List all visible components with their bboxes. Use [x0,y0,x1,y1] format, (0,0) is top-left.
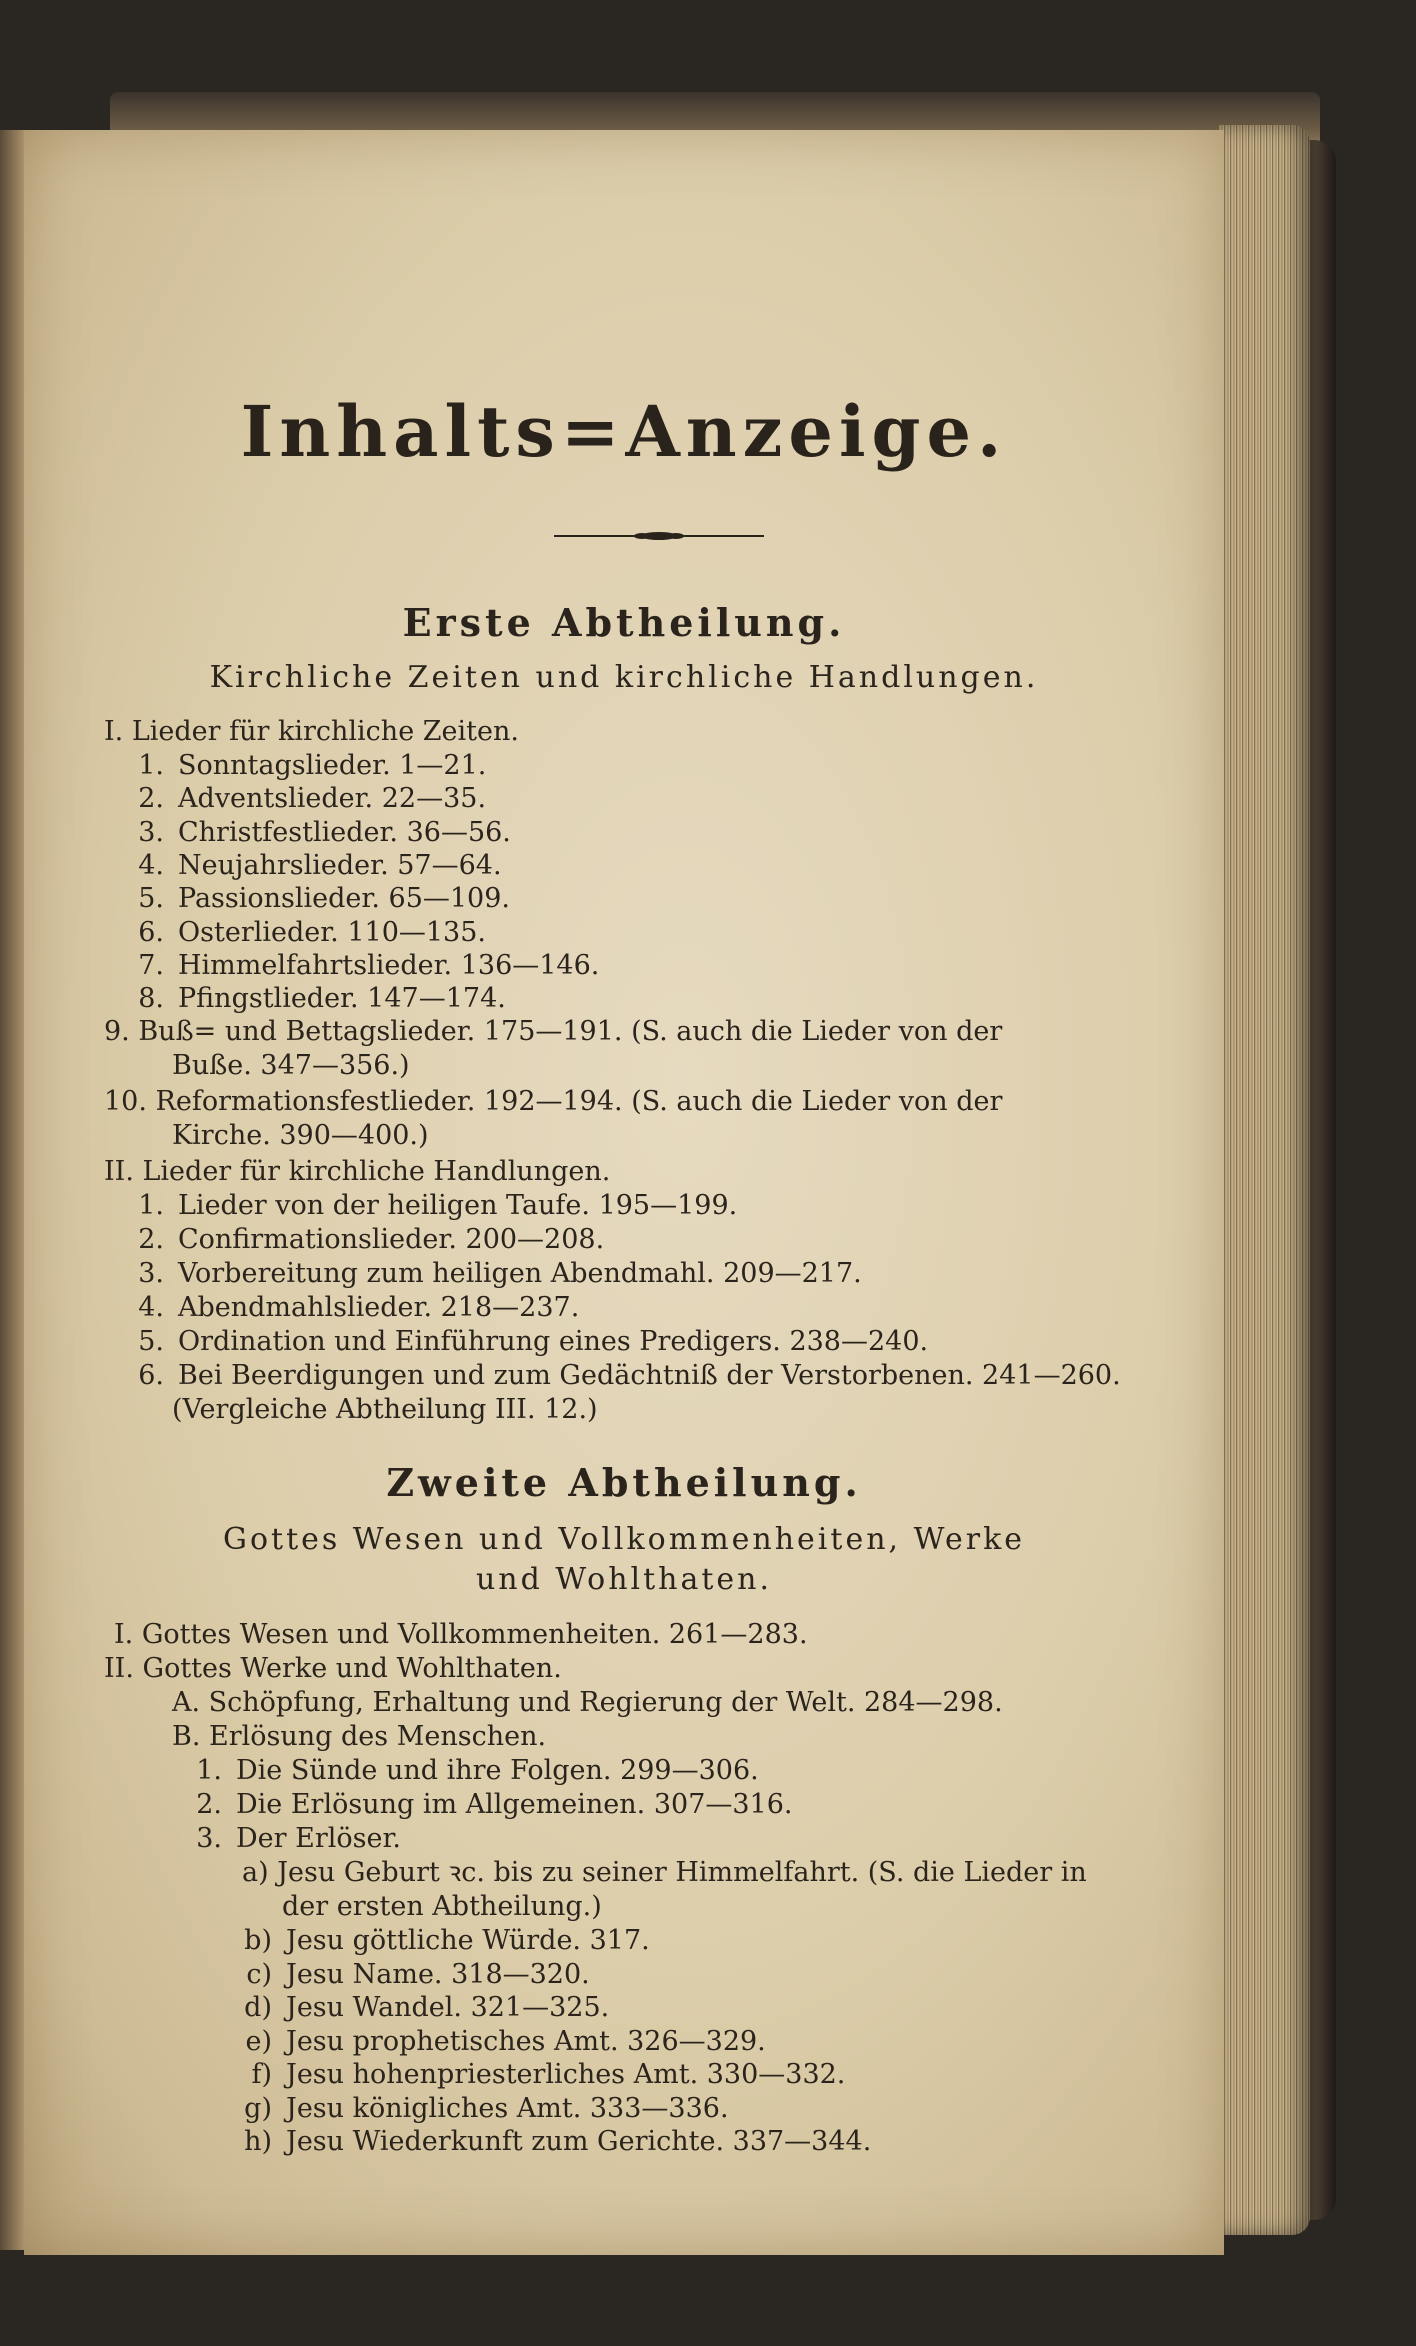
part2-sub-a-line2: der ersten Abtheilung.) [282,1891,602,1922]
part1-sec1-item [104,849,502,883]
part1-sec2-item-text: Ordination und Einführung eines Predigers. 238—240. [178,1326,929,1357]
part1-sec2-item-text: Lieder von der heiligen Taufe. 195—199. [178,1190,738,1221]
part1-sec1-item [104,916,486,950]
part1-section2: II. Lieder für kirchliche Handlungen. [104,1156,611,1187]
part1-sec1-item-text: Adventslieder. 22—35. [178,783,487,815]
part2-sub-item-text: Jesu Wiederkunft zum Gerichte. 337—344. [286,2126,872,2157]
part1-sec2-item-number: 6. [138,1360,164,1391]
part1-sec1-item [104,949,599,983]
part2-sub-item [222,1958,590,1992]
part2-sub-item [222,2058,845,2092]
part1-sec2-item [104,1189,737,1223]
part2-sub-item-text: Jesu göttliche Würde. 317. [286,1925,650,1956]
part1-sec2-item-text: Vorbereitung zum heiligen Abendmahl. 209—217. [178,1258,862,1289]
part2-sub-item-number: c) [246,1958,272,1990]
part2-b-item-text: Die Sünde und ihre Folgen. 299—306. [236,1755,759,1786]
part1-item9-line1 [104,1015,1199,1049]
part2-sub-item [222,2025,766,2059]
part2-b-item-number: 3. [196,1823,222,1854]
part1-sec1-item-text: Pfingstlieder. 147—174. [178,983,506,1015]
part1-sec1-item-text: Neujahrslieder. 57—64. [178,849,502,881]
part1-sec1-item-number: 7. [138,949,164,981]
part1-sec1-item-number: 2. [138,783,164,815]
part1-sec1-item-text: Himmelfahrtslieder. 136—146. [178,949,600,981]
part1-section1: I. Lieder für kirchliche Zeiten. [104,716,519,747]
page-title: Inhalts=Anzeige. [240,390,1008,473]
part2-b-item-number: 2. [196,1789,222,1820]
part1-sec1-item-number: 4. [138,849,164,881]
part1-sec2-item-text: Abendmahlslieder. 218—237. [178,1292,580,1323]
part1-sec2-item [104,1223,604,1257]
part2-b-item-text: Der Erlöser. [236,1823,401,1854]
part1-sec2-item-number: 4. [138,1292,164,1323]
part2-sub-item-text: Jesu Name. 318—320. [286,1958,590,1990]
part1-item10-line2: Kirche. 390—400.) [172,1120,429,1151]
part1-sec2-item-text: Bei Beerdigungen und zum Gedächtniß der Verstorbenen. 241—260. [178,1360,1121,1391]
part1-item10-line1: 10. Reformationsfestlieder. 192—194. (S. auch die Lieder von der [104,1086,1003,1117]
part2-sub-item-text: Jesu Wandel. 321—325. [286,1992,610,2023]
page-stack-edge [1218,125,1310,2235]
part1-sec1-item [104,882,510,916]
part1-sec2-item-number: 5. [138,1326,164,1357]
part1-sec2-item-number: 2. [138,1224,164,1255]
part2-sub-item [222,1991,609,2025]
part1-sec2-item [104,1257,862,1291]
part2-b-item-number: 1. [196,1755,222,1786]
part1-sec1-item [104,982,506,1016]
part2-sub-item-number: h) [244,2126,272,2157]
part1-sec1-item [104,782,486,816]
part2-subheading-line1: Gottes Wesen und Vollkommenheiten, Werke [222,1522,1026,1557]
part2-b-item-text: Die Erlösung im Allgemeinen. 307—316. [236,1789,793,1820]
part1-sec2-item [104,1359,1121,1393]
part2-sub-item-text: Jesu prophetisches Amt. 326—329. [286,2025,766,2057]
part1-sec1-item [104,749,486,783]
part1-sec2-item-text: Confirmationslieder. 200—208. [178,1224,605,1255]
part2-sub-item-number: d) [244,1992,272,2023]
part1-sec1-item-text: Osterlieder. 110—135. [178,916,486,948]
part1-sec2-item-number: 3. [138,1258,164,1289]
part2-section1: I. Gottes Wesen und Vollkommenheiten. 261—283. [114,1619,808,1650]
part1-sec2-item [104,1291,579,1325]
part2-sub-item-number: b) [244,1925,272,1956]
part2-b-item [172,1788,793,1822]
part2-sub-item-number: f) [251,2059,272,2090]
part2-sub-item-number: g) [244,2092,272,2124]
part1-sec1-item-number: 6. [138,916,164,948]
part2-sub-item [222,1924,650,1958]
part1-subheading: Kirchliche Zeiten und kirchliche Handlungen. [209,660,1039,695]
part1-sec1-item-number: 1. [138,750,164,781]
part2-sub-item-text: Jesu hohenpriesterliches Amt. 330—332. [286,2059,846,2090]
part2-sub-item [222,2092,729,2126]
part2-subheading-line2: und Wohlthaten. [475,1562,773,1597]
part2-sub-item-text: Jesu königliches Amt. 333—336. [286,2092,729,2124]
ornament-divider [554,530,764,542]
part1-sec1-item [104,816,511,850]
part2-subsection-b: B. Erlösung des Menschen. [172,1721,547,1752]
part1-sec1-item-text: Passionslieder. 65—109. [178,883,510,915]
part1-sec1-item-text: Christfestlieder. 36—56. [178,816,511,848]
part2-sub-item-number: e) [245,2025,272,2057]
part2-b-item [172,1754,759,1788]
part2-sub-item [222,2125,871,2159]
part2-subsection-a: A. Schöpfung, Erhaltung und Regierung der Welt. 284—298. [172,1687,1003,1718]
table-of-contents [24,130,1224,2255]
part1-sec1-item-number: 5. [138,883,164,915]
part1-heading: Erste Abtheilung. [402,600,846,645]
part2-b-item [172,1822,401,1856]
item9-text: 9. Buß= und Bettagslieder. 175—191. (S. auch die Lieder von der [104,1016,1003,1047]
part1-sec1-item-number: 8. [138,983,164,1015]
part2-sub-a-line1: a) Jesu Geburt ꝛc. bis zu seiner Himmelfahrt. (S. die Lieder in [242,1857,1087,1888]
part1-sec1-item-number: 3. [138,816,164,848]
part1-sec1-item-text: Sonntagslieder. 1—21. [178,750,487,781]
part2-section2: II. Gottes Werke und Wohlthaten. [104,1653,562,1684]
part1-sec2-item-number: 1. [138,1190,164,1221]
part1-note: (Vergleiche Abtheilung III. 12.) [172,1394,598,1425]
part1-item9-line2: Buße. 347—356.) [172,1050,410,1081]
part1-sec2-item [104,1325,928,1359]
part2-heading: Zweite Abtheilung. [386,1460,862,1505]
book-page [24,130,1224,2255]
